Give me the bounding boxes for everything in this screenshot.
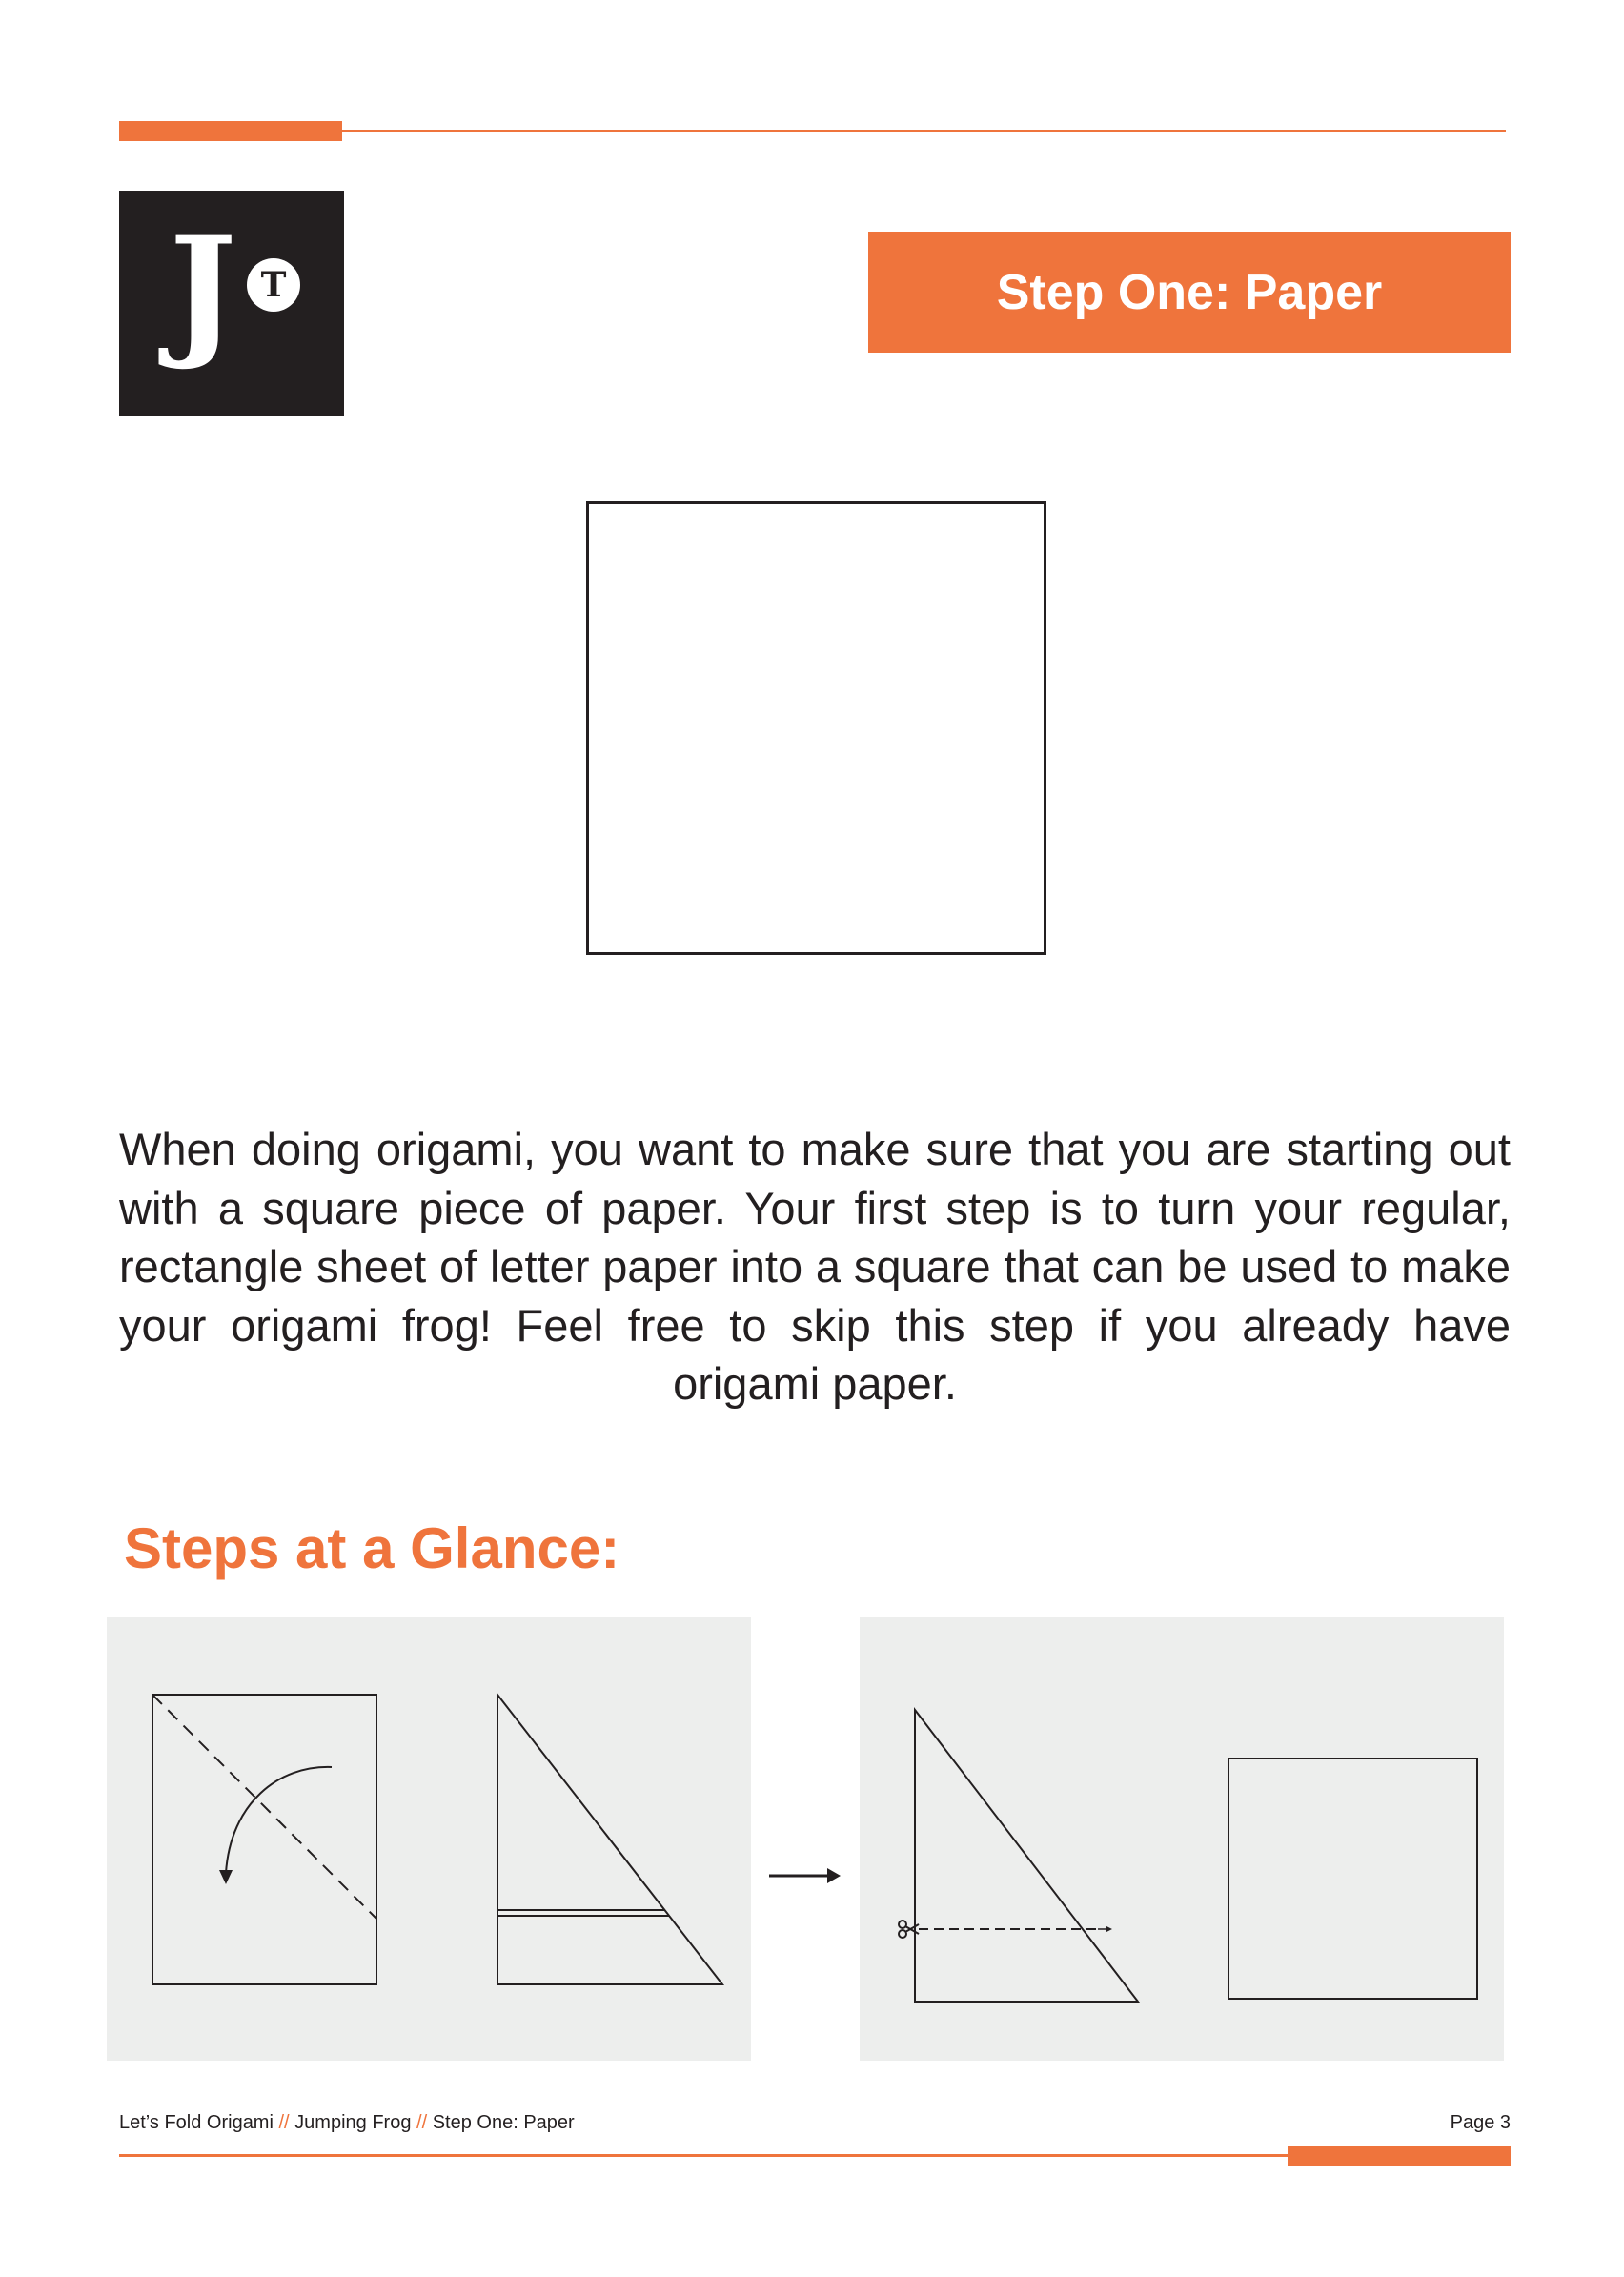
footer-separator: // (416, 2112, 428, 2133)
logo-circle (247, 258, 300, 312)
cut-diagram (860, 1617, 1504, 2061)
jt-logo (119, 191, 344, 416)
step-title: Step One: Paper (996, 264, 1383, 320)
dashed-fold-line (152, 1695, 376, 1919)
triangle-paper (915, 1710, 1138, 2002)
instruction-paragraph: When doing origami, you want to make sure that you are starting out with a square piece of paper. Your first step is to turn your regular, rectangle sheet of letter paper into a square that can be used to make your origami frog! Feel free to skip this step if you already have origami paper. (119, 1124, 1511, 1409)
curved-fold-arrowhead (219, 1870, 233, 1884)
steps-at-a-glance-heading: Steps at a Glance: (124, 1516, 620, 1580)
footer-crumb-step: Step One: Paper (432, 2112, 575, 2133)
header-rule-thick (119, 121, 342, 141)
square-result (1228, 1759, 1477, 1999)
footer-crumb-project: Jumping Frog (294, 2112, 412, 2133)
fold-diagram (107, 1617, 751, 2061)
header-rule-thin (342, 130, 1506, 132)
footer-rule-thin (119, 2154, 1288, 2157)
page-number: Page 3 (1450, 2112, 1511, 2133)
logo-letter-j: J (169, 206, 237, 374)
fold-diagonal-panel (107, 1617, 751, 2061)
cut-arrow-head (1106, 1926, 1112, 1932)
arrow-right-icon (762, 1864, 842, 1887)
square-paper-illustration (586, 501, 1046, 955)
folded-triangle (497, 1695, 722, 1984)
footer-crumb-guide: Let’s Fold Origami (119, 2112, 274, 2133)
footer-separator: // (278, 2112, 290, 2133)
logo-letter-t: T (260, 265, 287, 305)
footer-rule-thick (1288, 2146, 1511, 2166)
step-title-banner (868, 232, 1511, 353)
letter-paper-outline (152, 1695, 376, 1984)
footer-breadcrumb (119, 2110, 575, 2135)
cut-to-square-panel (860, 1617, 1504, 2061)
